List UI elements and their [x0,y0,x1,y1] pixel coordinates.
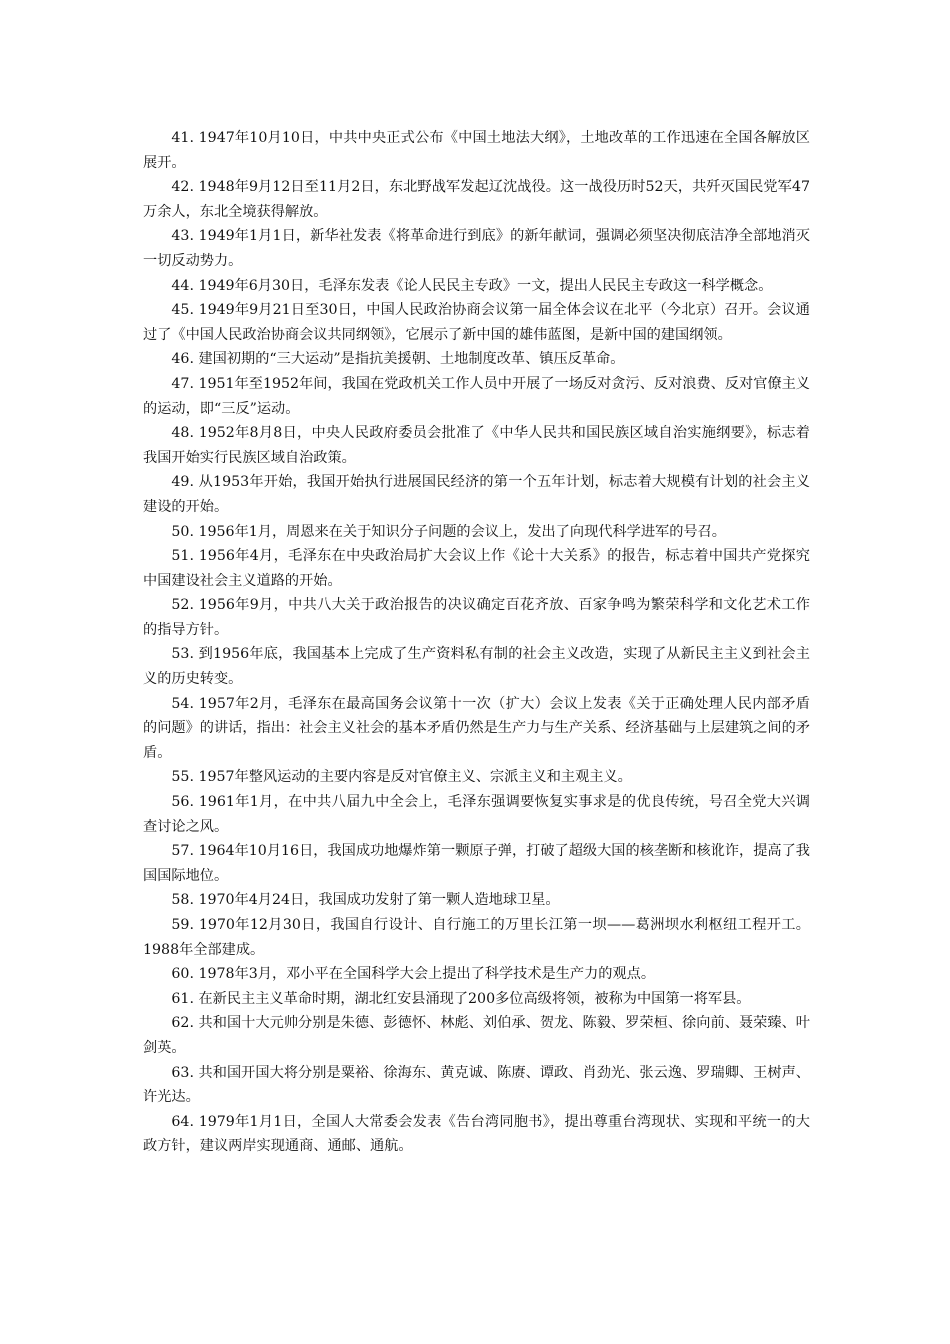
list-item: 60. 1978年3月，邓小平在全国科学大会上提出了科学技术是生产力的观点。 [171,966,656,983]
list-item: 54. 1957年2月，毛泽东在最高国务会议第十一次（扩大）会议上发表《关于正确处理人民内部矛盾的问题》的讲话，指出：社会主义社会的基本矛盾仍然是生产力与生产关系、经济基础与上层建筑之间的矛盾。 [143,695,810,761]
list-item: 49. 从1953年开始，我国开始执行进展国民经济的第一个五年计划，标志着大规模有计划的社会主义建设的开始。 [143,474,810,515]
list-item: 52. 1956年9月，中共八大关于政治报告的决议确定百花齐放、百家争鸣为繁荣科学和文化艺术工作的指导方针。 [143,597,810,638]
list-item: 53. 到1956年底，我国基本上完成了生产资料私有制的社会主义改造，实现了从新民主主义到社会主义的历史转变。 [143,646,810,688]
list-item: 41. 1947年10月10日，中共中央正式公布《中国土地法大纲》，土地改革的工作迅速在全国各解放区展开。 [143,130,810,171]
list-item: 46. 建国初期的“三大运动”是指抗美援朝、土地制度改革、镇压反革命。 [171,351,625,368]
list-item: 57. 1964年10月16日，我国成功地爆炸第一颗原子弹，打破了超级大国的核垄断和核讹诈，提高了我国国际地位。 [143,843,810,884]
list-item: 42. 1948年9月12日至11月2日，东北野战军发起辽沈战役。这一战役历时52天，共歼灭国民党军47万余人，东北全境获得解放。 [143,179,810,220]
list-item: 63. 共和国开国大将分别是粟裕、徐海东、黄克诚、陈赓、谭政、肖劲光、张云逸、罗瑞卿、王树声、许光达。 [143,1064,810,1106]
list-item: 55. 1957年整风运动的主要内容是反对官僚主义、宗派主义和主观主义。 [171,769,632,786]
list-item: 51. 1956年4月，毛泽东在中央政治局扩大会议上作《论十大关系》的报告，标志着中国共产党探究中国建设社会主义道路的开始。 [143,548,810,589]
list-item: 48. 1952年8月8日，中央人民政府委员会批准了《中华人民共和国民族区域自治实施纲要》，标志着我国开始实行民族区域自治政策。 [143,425,810,466]
list-item: 45. 1949年9月21日至30日，中国人民政治协商会议第一届全体会议在北平（今北京）召开。会议通过了《中国人民政治协商会议共同纲领》，它展示了新中国的雄伟蓝图，是新中国的建国纲领。 [143,302,810,343]
list-item: 61. 在新民主主义革命时期，湖北红安县涌现了200多位高级将领，被称为中国第一将军县。 [171,990,751,1007]
list-item: 47. 1951年至1952年间，我国在党政机关工作人员中开展了一场反对贪污、反对浪费、反对官僚主义的运动，即“三反”运动。 [143,375,810,417]
list-item: 50. 1956年1月，周恩来在关于知识分子问题的会议上，发出了向现代科学进军的号召。 [171,523,726,540]
list-item: 62. 共和国十大元帅分别是朱德、彭德怀、林彪、刘伯承、贺龙、陈毅、罗荣桓、徐向前、聂荣臻、叶剑英。 [143,1015,810,1056]
list-item: 58. 1970年4月24日，我国成功发射了第一颗人造地球卫星。 [171,892,560,909]
list-item: 44. 1949年6月30日，毛泽东发表《论人民民主专政》一文，提出人民民主专政这一科学概念。 [171,277,773,294]
list-item: 56. 1961年1月，在中共八届九中全会上，毛泽东强调要恢复实事求是的优良传统，号召全党大兴调查讨论之风。 [143,794,810,835]
list-item: 43. 1949年1月1日，新华社发表《将革命进行到底》的新年献词，强调必须坚决彻底洁净全部地消灭一切反动势力。 [143,228,810,269]
list-item: 64. 1979年1月1日，全国人大常委会发表《告台湾同胞书》，提出尊重台湾现状、实现和平统一的大政方针，建议两岸实现通商、通邮、通航。 [143,1113,810,1155]
list-item: 59. 1970年12月30日，我国自行设计、自行施工的万里长江第一坝——葛洲坝水利枢纽工程开工。1988年全部建成。 [143,917,810,958]
